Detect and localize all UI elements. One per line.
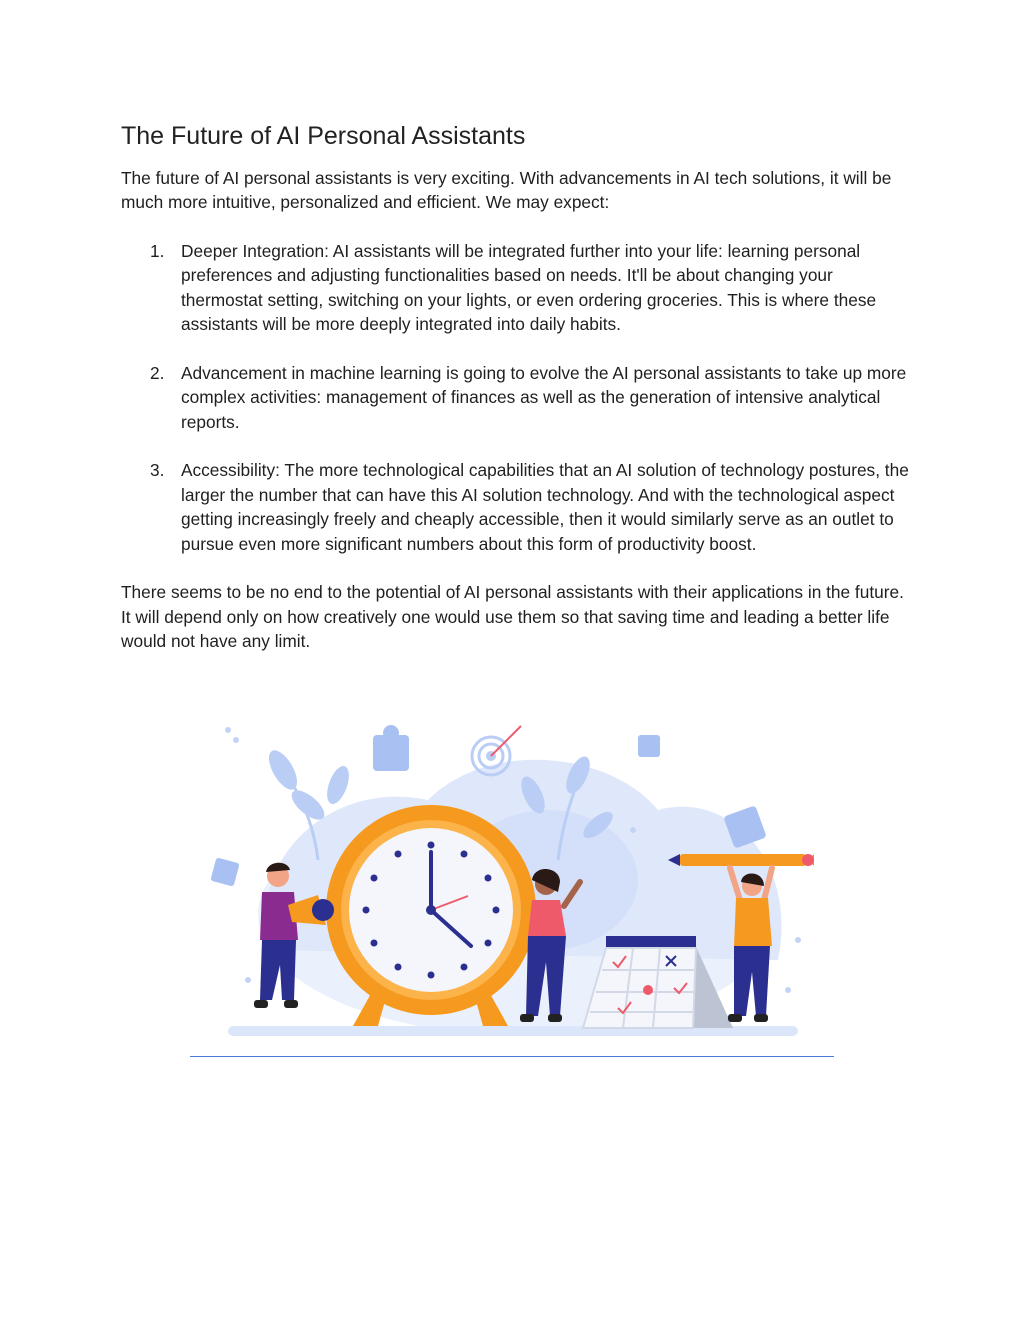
list-item-text: Advancement in machine learning is going to evolve the AI personal assistants to take up more complex activities: management of finances as well as the generation of intensive analytical reports. (181, 362, 907, 432)
list-number: 2. (150, 362, 165, 383)
list-number: 1. (150, 240, 165, 261)
list-item (121, 239, 911, 337)
horizontal-rule (190, 1056, 834, 1057)
document-body (121, 120, 911, 654)
outro-paragraph: There seems to be no end to the potential of AI personal assistants with their applications in the future. It will depend only on how creatively one would use them so that saving time and leading a better life would not have any limit. (121, 582, 904, 652)
list-number: 3. (150, 460, 165, 481)
list-item-text: Accessibility: The more technological capabilities that an AI solution of technology postures, the larger the number that can have this AI solution technology. And with the technological aspect getting increasingly freely and cheaply accessible, then it would similarly serve as an outlet to pursue even more significant numbers about this form of productivity boost. (181, 460, 909, 554)
intro-paragraph: The future of AI personal assistants is very exciting. With advancements in AI tech solutions, it will be much more intuitive, personalized and efficient. We may expect: (121, 168, 892, 213)
expectations-list (121, 239, 911, 556)
time-management-illustration (188, 700, 834, 1045)
page-title: The Future of AI Personal Assistants (121, 122, 526, 150)
list-item-text: Deeper Integration: AI assistants will be integrated further into your life: learning personal preferences and adjusting functionalities based on needs. It'll be about changing your thermostat setting, switching on your lights, or even ordering groceries. This is where these assistants will be more deeply integrated into daily habits. (181, 240, 877, 335)
list-item (121, 458, 911, 556)
list-item (121, 361, 911, 434)
